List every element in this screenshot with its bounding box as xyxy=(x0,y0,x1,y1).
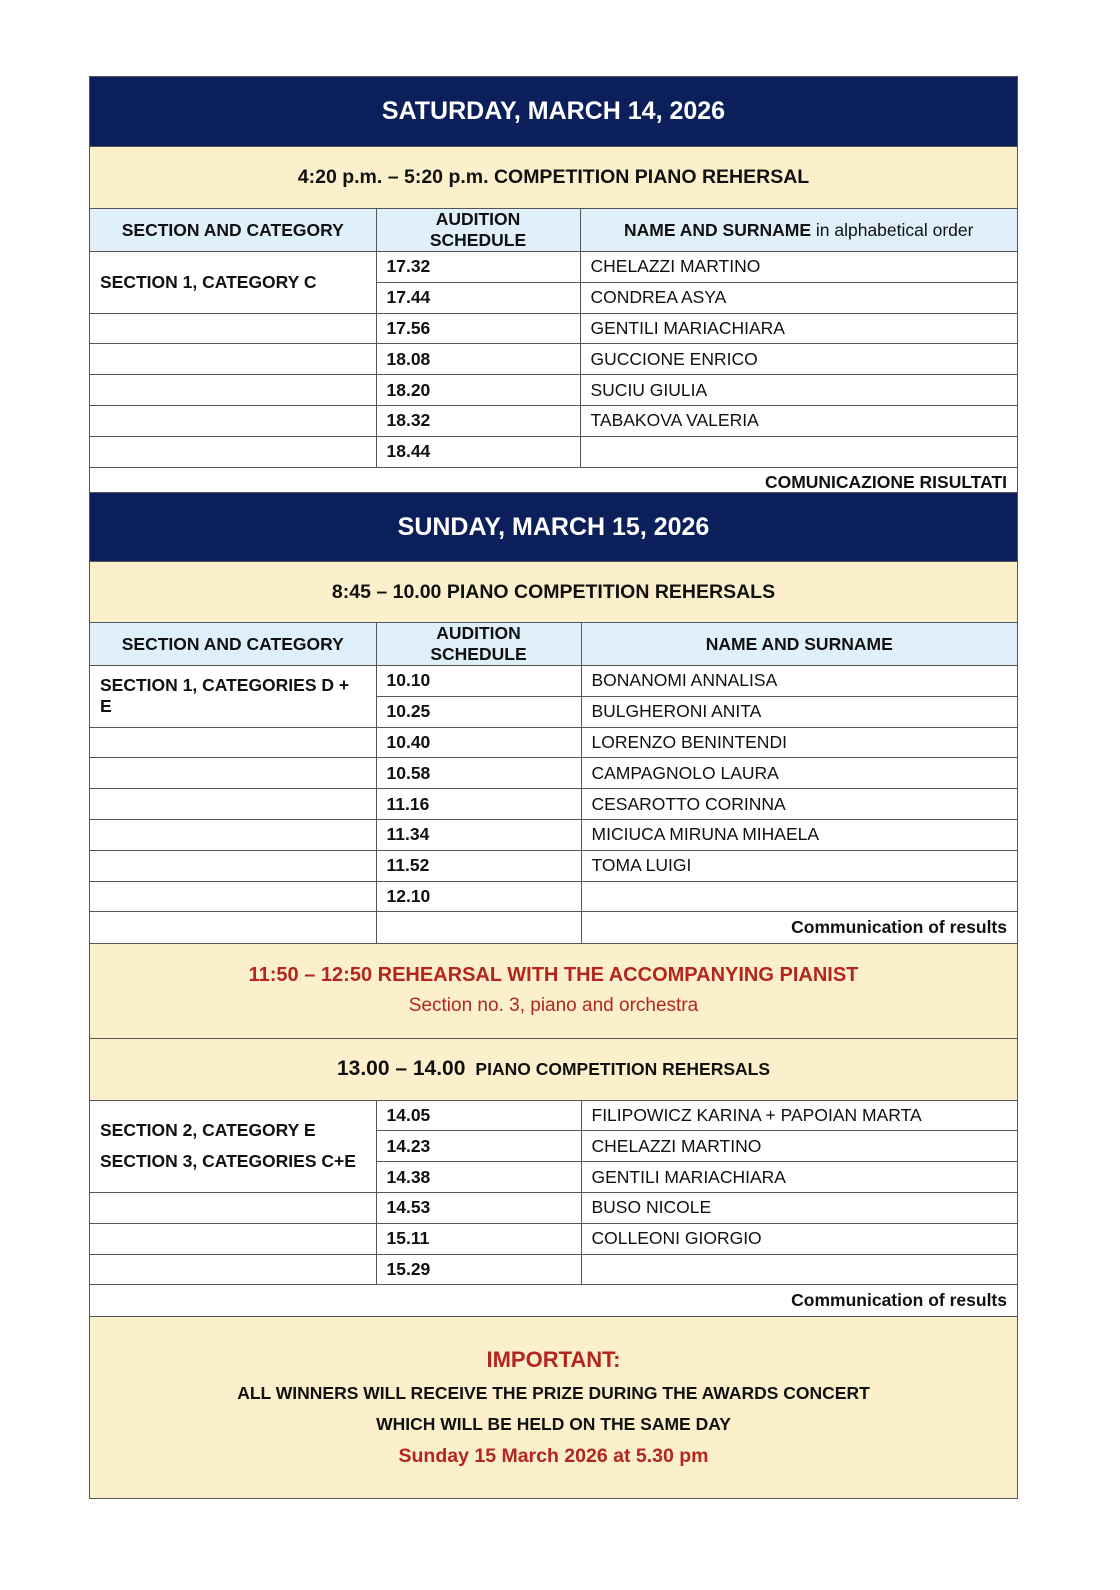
participant-name: TOMA LUIGI xyxy=(581,850,1017,881)
participant-name: MICIUCA MIRUNA MIHAELA xyxy=(581,819,1017,850)
sunday-title: SUNDAY, MARCH 15, 2026 xyxy=(90,493,1017,561)
afternoon-table xyxy=(90,1100,1017,1316)
section-cell xyxy=(90,881,376,912)
section-label: SECTION 1, CATEGORIES D + E xyxy=(90,666,376,728)
afternoon-rehearsal-time: 13.00 – 14.00 xyxy=(336,1057,466,1081)
col-section-header: SECTION AND CATEGORY xyxy=(90,209,376,252)
section-cell xyxy=(90,313,376,344)
important-line-1: ALL WINNERS WILL RECEIVE THE PRIZE DURING THE AWARDS CONCERT xyxy=(237,1382,870,1403)
afternoon-rehearsal-label: PIANO COMPETITION REHERSALS xyxy=(475,1058,771,1079)
participant-name: CHELAZZI MARTINO xyxy=(581,1131,1017,1162)
section-cell xyxy=(90,344,376,375)
participant-name: GENTILI MARIACHIARA xyxy=(580,313,1017,344)
col-schedule-header: AUDITION SCHEDULE xyxy=(376,209,580,252)
table-row xyxy=(90,881,1017,912)
audition-time: 18.20 xyxy=(376,375,580,406)
section-cell xyxy=(90,789,376,820)
audition-time: 10.25 xyxy=(376,696,581,727)
col-name-header-suffix: in alphabetical order xyxy=(811,219,974,240)
participant-name: CAMPAGNOLO LAURA xyxy=(581,758,1017,789)
audition-time: 14.23 xyxy=(376,1131,581,1162)
table-row xyxy=(90,1100,1017,1131)
participant-name: CESAROTTO CORINNA xyxy=(581,789,1017,820)
audition-time: 18.44 xyxy=(376,436,580,467)
participant-name: SUCIU GIULIA xyxy=(580,375,1017,406)
results-row xyxy=(90,912,1017,943)
participant-name: TABAKOVA VALERIA xyxy=(580,405,1017,436)
col-schedule-header: AUDITION SCHEDULE xyxy=(376,623,581,666)
section-cell xyxy=(90,436,376,467)
table-row xyxy=(90,405,1017,436)
table-row xyxy=(90,313,1017,344)
section-cell xyxy=(90,1254,376,1285)
section-cell xyxy=(90,405,376,436)
table-row xyxy=(90,375,1017,406)
col-section-header: SECTION AND CATEGORY xyxy=(90,623,376,666)
table-row xyxy=(90,789,1017,820)
results-label: Communication of results xyxy=(581,912,1017,943)
table-row xyxy=(90,436,1017,467)
results-label: Communication of results xyxy=(90,1285,1017,1316)
sunday-table xyxy=(90,622,1017,943)
audition-time: 15.29 xyxy=(376,1254,581,1285)
table-header-row xyxy=(90,623,1017,666)
participant-name: COLLEONI GIORGIO xyxy=(581,1223,1017,1254)
schedule-cell xyxy=(376,912,581,943)
section-cell xyxy=(90,375,376,406)
sunday-schedule xyxy=(89,492,1018,1499)
audition-time: 10.58 xyxy=(376,758,581,789)
participant-name: BUSO NICOLE xyxy=(581,1193,1017,1224)
participant-name xyxy=(581,1254,1017,1285)
saturday-title: SATURDAY, MARCH 14, 2026 xyxy=(90,77,1017,146)
section-cell xyxy=(90,850,376,881)
participant-name: GUCCIONE ENRICO xyxy=(580,344,1017,375)
audition-time: 10.40 xyxy=(376,727,581,758)
audition-time: 12.10 xyxy=(376,881,581,912)
section-cell xyxy=(90,727,376,758)
audition-time: 14.53 xyxy=(376,1193,581,1224)
audition-time: 17.44 xyxy=(376,282,580,313)
results-row xyxy=(90,1285,1017,1316)
section-cell xyxy=(90,758,376,789)
sunday-rehearsal-band: 8:45 – 10.00 PIANO COMPETITION REHERSALS xyxy=(90,561,1017,622)
table-row xyxy=(90,758,1017,789)
col-name-header-bold: NAME AND SURNAME xyxy=(624,219,812,240)
audition-time: 11.16 xyxy=(376,789,581,820)
col-name-header: NAME AND SURNAME xyxy=(581,623,1017,666)
table-row xyxy=(90,344,1017,375)
audition-time: 15.11 xyxy=(376,1223,581,1254)
col-name-header xyxy=(580,209,1017,252)
audition-time: 18.08 xyxy=(376,344,580,375)
audition-time: 17.56 xyxy=(376,313,580,344)
table-row xyxy=(90,1193,1017,1224)
section-label xyxy=(90,1100,376,1192)
section-cell xyxy=(90,1223,376,1254)
participant-name: CHELAZZI MARTINO xyxy=(580,252,1017,283)
participant-name: BONANOMI ANNALISA xyxy=(581,666,1017,697)
section-label-b: SECTION 3, CATEGORIES C+E xyxy=(100,1151,356,1172)
audition-time: 17.32 xyxy=(376,252,580,283)
audition-time: 14.38 xyxy=(376,1162,581,1193)
section-label-a: SECTION 2, CATEGORY E xyxy=(100,1120,316,1141)
saturday-schedule xyxy=(89,76,1018,499)
table-row xyxy=(90,727,1017,758)
audition-time: 10.10 xyxy=(376,666,581,697)
section-cell xyxy=(90,1193,376,1224)
afternoon-rehearsal-band xyxy=(90,1038,1017,1100)
participant-name xyxy=(580,436,1017,467)
important-title: IMPORTANT: xyxy=(486,1346,621,1372)
important-notice xyxy=(90,1316,1017,1498)
participant-name: FILIPOWICZ KARINA + PAPOIAN MARTA xyxy=(581,1100,1017,1131)
participant-name xyxy=(581,881,1017,912)
table-row xyxy=(90,850,1017,881)
section-cell xyxy=(90,912,376,943)
participant-name: BULGHERONI ANITA xyxy=(581,696,1017,727)
section-cell xyxy=(90,819,376,850)
accompanying-title: 11:50 – 12:50 REHEARSAL WITH THE ACCOMPANYING PIANIST xyxy=(248,964,859,987)
audition-time: 11.52 xyxy=(376,850,581,881)
section-label: SECTION 1, CATEGORY C xyxy=(90,252,376,314)
saturday-rehearsal-band: 4:20 p.m. – 5:20 p.m. COMPETITION PIANO REHERSAL xyxy=(90,146,1017,208)
table-row xyxy=(90,1254,1017,1285)
results-label: COMUNICAZIONE RISULTATI xyxy=(90,467,1017,498)
audition-time: 18.32 xyxy=(376,405,580,436)
table-header-row xyxy=(90,209,1017,252)
audition-time: 11.34 xyxy=(376,819,581,850)
table-row xyxy=(90,1223,1017,1254)
participant-name: GENTILI MARIACHIARA xyxy=(581,1162,1017,1193)
saturday-table xyxy=(90,208,1017,498)
table-row xyxy=(90,819,1017,850)
important-line-2: WHICH WILL BE HELD ON THE SAME DAY xyxy=(376,1413,731,1434)
accompanying-subtitle: Section no. 3, piano and orchestra xyxy=(408,995,699,1017)
participant-name: LORENZO BENINTENDI xyxy=(581,727,1017,758)
audition-time: 14.05 xyxy=(376,1100,581,1131)
table-row xyxy=(90,252,1017,283)
important-date: Sunday 15 March 2026 at 5.30 pm xyxy=(398,1444,709,1467)
table-row xyxy=(90,666,1017,697)
participant-name: CONDREA ASYA xyxy=(580,282,1017,313)
accompanying-pianist-band xyxy=(90,943,1017,1038)
